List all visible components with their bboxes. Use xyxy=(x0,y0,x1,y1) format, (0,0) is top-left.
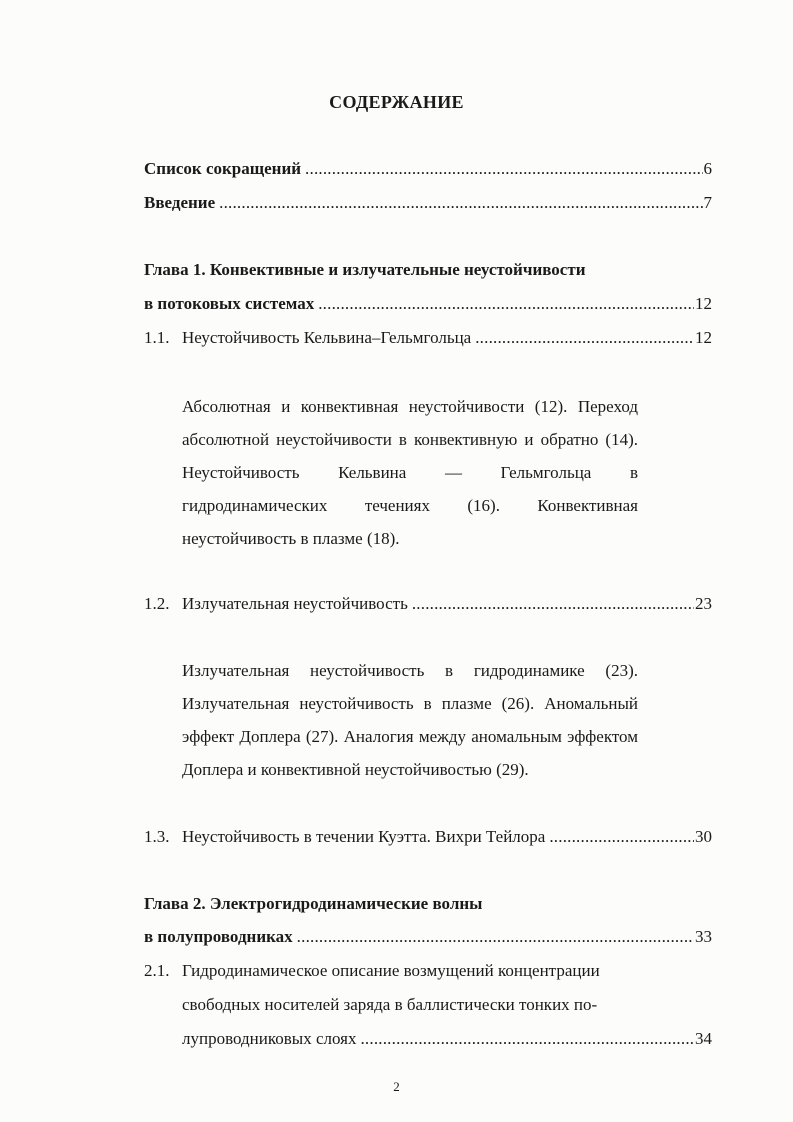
toc-section-number: 1.1. xyxy=(144,328,170,347)
toc-chapter-2-title[interactable]: Глава 2. Электрогидродинамические волны xyxy=(144,894,483,913)
page-title: СОДЕРЖАНИЕ xyxy=(329,92,464,112)
toc-page-number: 12 xyxy=(695,328,712,347)
page-number: 2 xyxy=(393,1079,400,1094)
toc-leader-dots xyxy=(360,1028,694,1050)
toc-page-number: 34 xyxy=(695,1029,712,1048)
toc-leader-dots xyxy=(549,826,694,848)
toc-entry-chapter-2[interactable] xyxy=(144,926,712,948)
section-1-1-abstract: Абсолютная и конвективная неустойчивости (12). Переход абсолютной неустойчивости в конвективную и обратно (14). Неустойчивость Кельвина — Гельмгольца в гидродинамических течениях (16). Конвективная неустойчивость в плазме (18). xyxy=(182,397,638,548)
toc-entry-label: Неустойчивость Кельвина–Гельмгольца xyxy=(182,328,472,347)
toc-leader-dots xyxy=(219,192,702,214)
toc-entry-label: Введение xyxy=(144,193,216,212)
toc-page-number: 7 xyxy=(703,193,712,212)
toc-entry-section-1-2[interactable] xyxy=(144,593,712,615)
toc-section-number: 1.3. xyxy=(144,827,170,846)
toc-chapter-1-title[interactable]: Глава 1. Конвективные и излучательные неустойчивости xyxy=(144,260,586,279)
toc-entry-label: в полупроводниках xyxy=(144,927,293,946)
toc-leader-dots xyxy=(305,158,702,180)
toc-leader-dots xyxy=(318,293,694,315)
toc-entry-chapter-1[interactable] xyxy=(144,293,712,315)
toc-leader-dots xyxy=(475,327,694,349)
toc-leader-dots xyxy=(412,593,694,615)
toc-leader-dots xyxy=(297,926,694,948)
toc-page-number: 30 xyxy=(695,827,712,846)
toc-entry-abbreviations[interactable] xyxy=(144,158,712,180)
toc-page-number: 6 xyxy=(703,159,712,178)
toc-entry-label: Неустойчивость в течении Куэтта. Вихри Тейлора xyxy=(182,827,546,846)
toc-entry-label: в потоковых системах xyxy=(144,294,315,313)
toc-section-number: 2.1. xyxy=(144,961,170,980)
toc-entry-label: Излучательная неустойчивость xyxy=(182,594,408,613)
toc-entry-section-1-3[interactable] xyxy=(144,826,712,848)
toc-entry-continuation: свободных носителей заряда в баллистически тонких по- xyxy=(182,995,598,1014)
toc-entry-section-1-1[interactable] xyxy=(144,327,712,349)
toc-entry-label: лупроводниковых слоях xyxy=(182,1029,357,1048)
section-1-2-abstract: Излучательная неустойчивость в гидродинамике (23). Излучательная неустойчивость в плазме (26). Аномальный эффект Доплера (27). Аналогия между аномальным эффектом Доплера и конвективной неустойчивостью (29). xyxy=(182,661,638,779)
toc-entry-label: Список сокращений xyxy=(144,159,302,178)
toc-page-number: 23 xyxy=(695,594,712,613)
toc-section-number: 1.2. xyxy=(144,594,170,613)
toc-entry-section-2-1[interactable] xyxy=(144,960,712,982)
toc-entry-label: Гидродинамическое описание возмущений концентрации xyxy=(182,961,600,980)
toc-entry-section-2-1-end[interactable] xyxy=(182,1028,712,1050)
toc-page-number: 12 xyxy=(695,294,712,313)
toc-entry-introduction[interactable] xyxy=(144,192,712,214)
toc-page-number: 33 xyxy=(695,927,712,946)
